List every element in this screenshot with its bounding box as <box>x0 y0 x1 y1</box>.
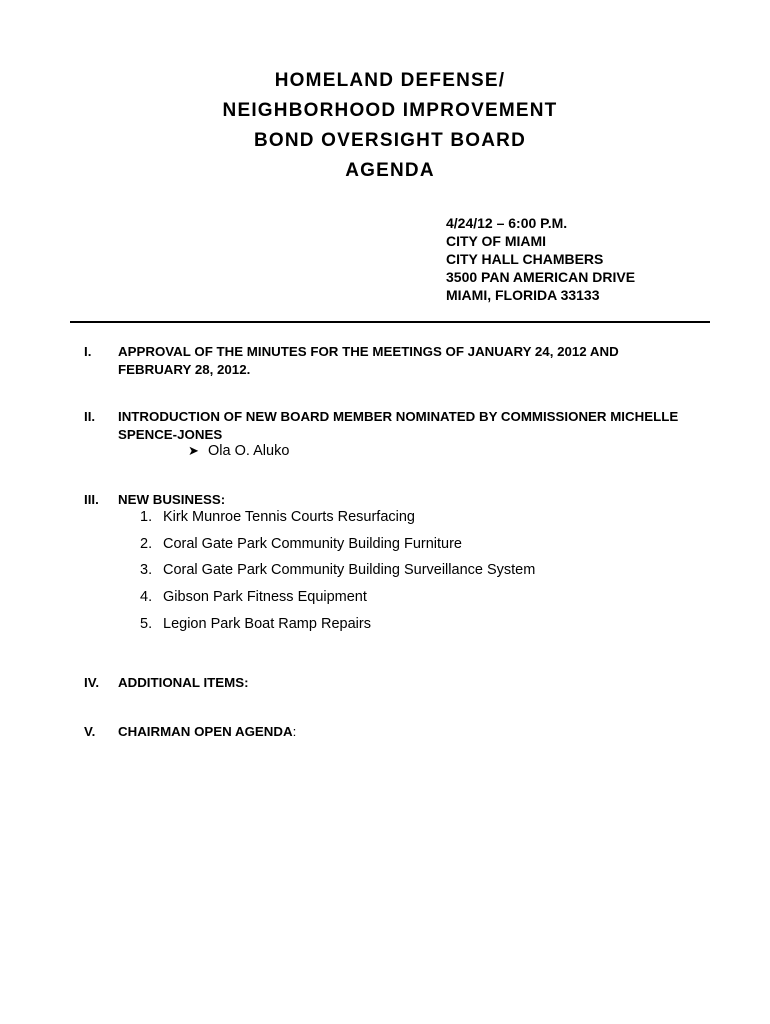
list-item <box>140 561 535 588</box>
item-numeral: I. <box>84 344 92 359</box>
list-item-number: 5. <box>140 615 153 632</box>
list-item-number: 2. <box>140 535 153 552</box>
new-business-list <box>140 508 535 641</box>
item-label: NEW BUSINESS: <box>118 492 226 507</box>
meeting-date-time: 4/24/12 – 6:00 P.M. <box>446 215 568 231</box>
list-item-text: Legion Park Boat Ramp Repairs <box>163 615 371 632</box>
title-line: NEIGHBORHOOD IMPROVEMENT <box>222 100 558 121</box>
list-item-number: 1. <box>140 509 153 525</box>
list-item-text: Gibson Park Fitness Equipment <box>163 589 367 606</box>
list-item <box>140 535 535 562</box>
nominee-bullet <box>188 442 289 460</box>
meeting-info <box>446 214 635 304</box>
meeting-address: 3500 PAN AMERICAN DRIVE <box>446 269 636 285</box>
list-item <box>140 508 535 535</box>
horizontal-divider <box>70 321 710 323</box>
meeting-venue: CITY HALL CHAMBERS <box>446 251 604 267</box>
item-label-wrap <box>118 723 718 741</box>
list-item-text: Coral Gate Park Community Building Furniture <box>163 535 462 552</box>
item-text-line: SPENCE-JONES <box>118 427 223 442</box>
item-text <box>118 408 718 444</box>
title-line: HOMELAND DEFENSE/ <box>274 70 506 91</box>
list-item-text: Coral Gate Park Community Building Surveillance System <box>163 562 536 579</box>
item-text-line: INTRODUCTION OF NEW BOARD MEMBER NOMINATED BY COMMISSIONER MICHELLE <box>118 409 679 424</box>
list-item <box>140 615 535 642</box>
item-numeral: V. <box>84 724 96 739</box>
document-title <box>0 66 770 186</box>
meeting-city-state-zip: MIAMI, FLORIDA 33133 <box>446 287 600 303</box>
item-label: CHAIRMAN OPEN AGENDA <box>118 724 293 739</box>
list-item-number: 3. <box>140 562 153 579</box>
item-text-line: APPROVAL OF THE MINUTES FOR THE MEETINGS OF JANUARY 24, 2012 AND <box>118 344 619 359</box>
item-text-line: FEBRUARY 28, 2012. <box>118 362 251 377</box>
item-numeral: III. <box>84 492 99 507</box>
item-label: ADDITIONAL ITEMS: <box>118 675 249 690</box>
item-text <box>118 343 718 379</box>
nominee-name: Ola O. Aluko <box>208 443 290 459</box>
item-label-suffix: : <box>292 724 297 739</box>
list-item <box>140 588 535 615</box>
list-item-number: 4. <box>140 589 153 606</box>
title-line: AGENDA <box>345 160 435 181</box>
list-item-text: Kirk Munroe Tennis Courts Resurfacing <box>163 509 415 525</box>
arrow-bullet-icon: ➤ <box>188 443 199 458</box>
meeting-city: CITY OF MIAMI <box>446 233 547 249</box>
item-numeral: II. <box>84 409 96 424</box>
item-numeral: IV. <box>84 675 100 690</box>
title-line: BOND OVERSIGHT BOARD <box>253 130 527 151</box>
